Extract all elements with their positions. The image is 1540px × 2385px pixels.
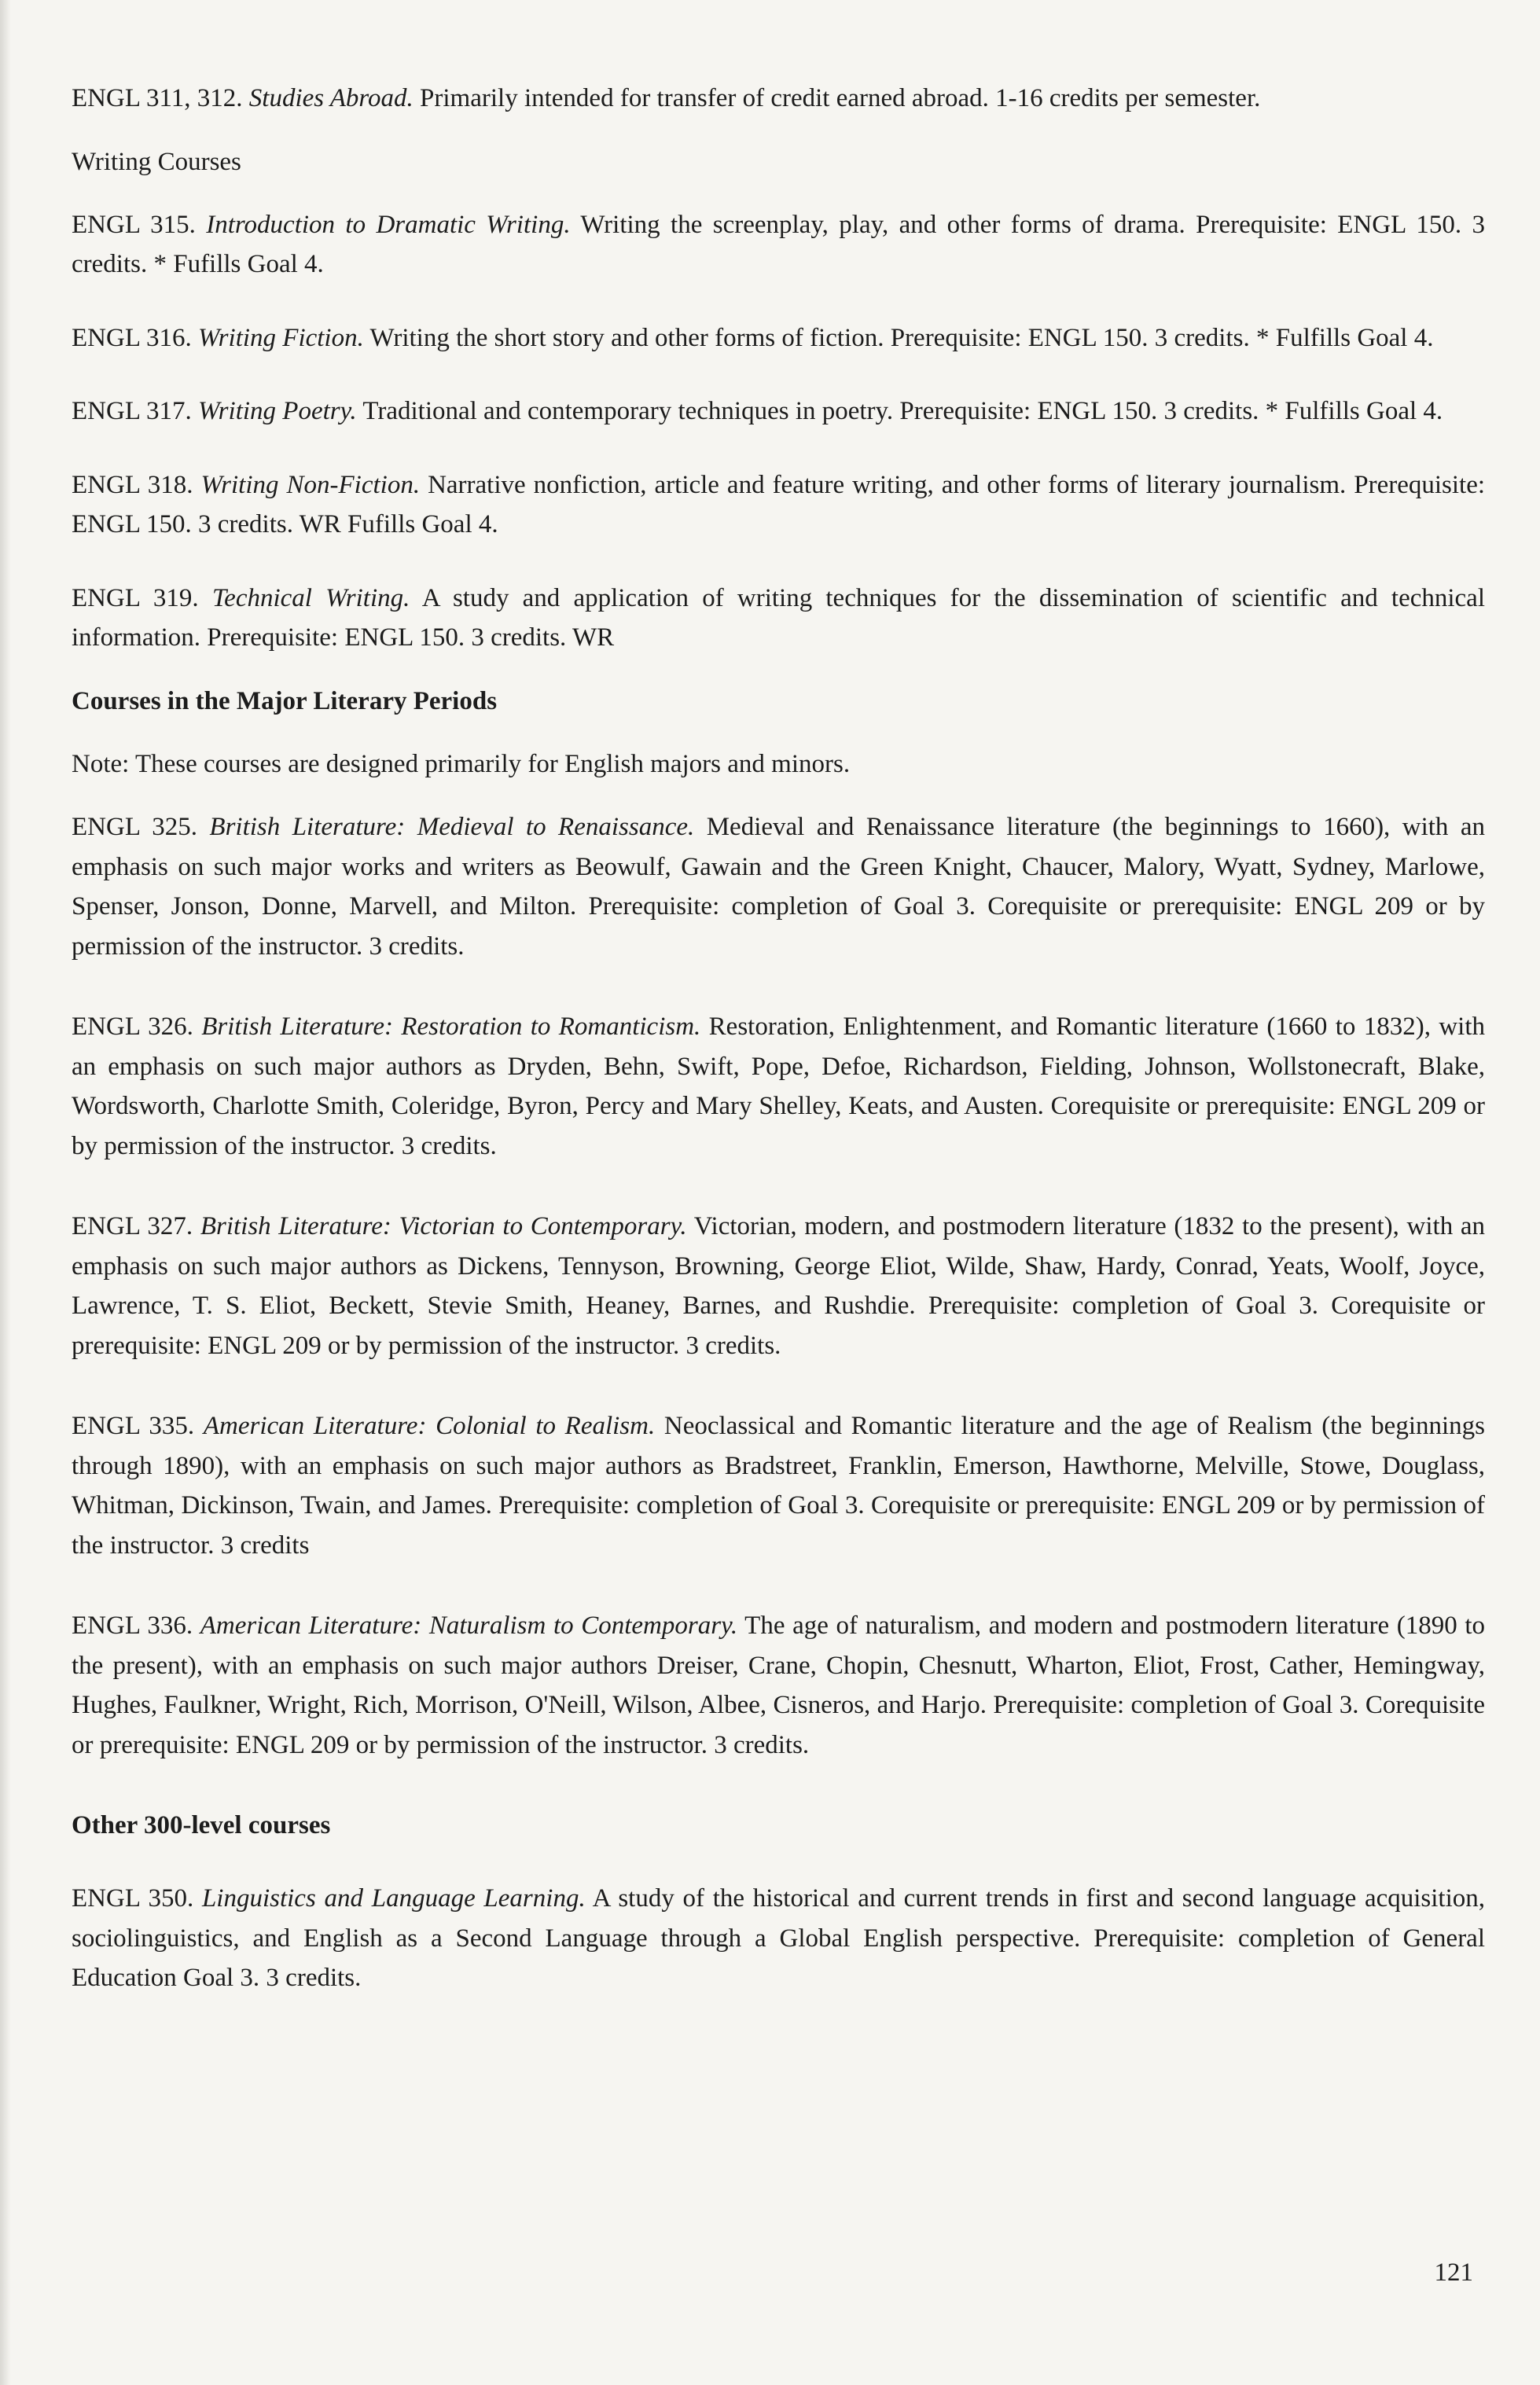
course-title: Linguistics and Language Learning. [201, 1884, 586, 1913]
section-heading-other-300: Other 300-level courses [72, 1811, 331, 1839]
course-description: Medieval and Renaissance literature (the beginnings to 1660), with an emphasis on such major works and writers as Beowulf, Gawain and the Green Knight, Chaucer, Malory, Wyatt, Sydney, Marlowe, Spenser, Jonson, Donne, Marvell, and Milton. Prerequisite: completion of Goal 3. Corequisite or prerequisite: ENGL 209 or by permission of the instructor. 3 credits. [72, 813, 1486, 961]
course-entry-engl-315 [72, 205, 1485, 285]
course-title: Writing Fiction. [198, 323, 364, 352]
course-code: ENGL 335. [72, 1412, 195, 1440]
course-description: A study of the historical and current trends in first and second language acquisition, sociolinguistics, and English as a Second Language through a Global English perspective. Prerequisite: completion of General Education Goal 3. 3 credits. [72, 1884, 1486, 1992]
course-title: American Literature: Naturalism to Contemporary. [200, 1611, 738, 1640]
course-code: ENGL 311, 312. [72, 84, 243, 112]
course-title: Studies Abroad. [248, 84, 413, 112]
course-code: ENGL 326. [72, 1012, 193, 1041]
section-heading-major-periods: Courses in the Major Literary Periods [72, 686, 498, 715]
course-title: British Literature: Victorian to Contemporary. [200, 1212, 687, 1240]
course-description: The age of naturalism, and modern and postmodern literature (1890 to the present), with an emphasis on such major authors Dreiser, Crane, Chopin, Chesnutt, Wharton, Eliot, Frost, Cather, Hemingway, Hughes, Faulkner, Wright, Rich, Morrison, O'Neill, Wilson, Albee, Cisneros, and Harjo. Prerequisite: completion of Goal 3. Corequisite or prerequisite: ENGL 209 or by permission of the instructor. 3 credits. [72, 1611, 1486, 1759]
course-entry-engl-316 [72, 318, 1485, 358]
section-heading-writing: Writing Courses [72, 147, 241, 176]
page-number: 121 [1434, 2258, 1473, 2287]
course-description: Neoclassical and Romantic literature and the age of Realism (the beginnings through 1890), with an emphasis on such major authors as Bradstreet, Franklin, Emerson, Hawthorne, Melville, Stowe, Douglass, Whitman, Dickinson, Twain, and James. Prerequisite: completion of Goal 3. Corequisite or prerequisite: ENGL 209 or by permission of the instructor. 3 credits [72, 1412, 1486, 1560]
course-code: ENGL 316. [72, 323, 192, 352]
course-code: ENGL 350. [72, 1884, 194, 1913]
course-entry-engl-326 [72, 1007, 1485, 1166]
course-title: Writing Poetry. [198, 397, 357, 425]
course-code: ENGL 325. [72, 813, 197, 841]
course-code: ENGL 327. [72, 1212, 193, 1240]
course-description: Victorian, modern, and postmodern literature (1832 to the present), with an emphasis on such major authors as Dickens, Tennyson, Browning, George Eliot, Wilde, Shaw, Hardy, Conrad, Yeats, Woolf, Joyce, Lawrence, T. S. Eliot, Beckett, Stevie Smith, Heaney, Barnes, and Rushdie. Prerequisite: completion of Goal 3. Corequisite or prerequisite: ENGL 209 or by permission of the instructor. 3 credits. [72, 1212, 1485, 1360]
course-description: A study and application of writing techniques for the dissemination of scientific and technical information. Prerequisite: ENGL 150. 3 credits. WR [72, 583, 1485, 652]
course-entry-engl-335 [72, 1406, 1485, 1565]
course-title: British Literature: Restoration to Romanticism. [201, 1012, 701, 1041]
course-entry-engl-327 [72, 1207, 1485, 1365]
section-note: Note: These courses are designed primarily for English majors and minors. [72, 749, 851, 778]
course-entry-engl-318 [72, 465, 1485, 545]
course-description: Writing the screenplay, play, and other forms of drama. Prerequisite: ENGL 150. 3 credits. * Fufills Goal 4. [72, 210, 1486, 278]
course-code: ENGL 336. [72, 1611, 193, 1640]
course-title: Writing Non-Fiction. [200, 470, 421, 499]
course-description: Traditional and contemporary techniques in poetry. Prerequisite: ENGL 150. 3 credits. * Fulfills Goal 4. [362, 397, 1443, 425]
course-description: Primarily intended for transfer of credit earned abroad. 1-16 credits per semester. [420, 84, 1261, 112]
course-code: ENGL 315. [72, 210, 196, 239]
course-code: ENGL 319. [72, 583, 199, 612]
course-entry-engl-317 [72, 391, 1485, 432]
course-description: Narrative nonfiction, article and feature writing, and other forms of literary journalism. Prerequisite: ENGL 150. 3 credits. WR Fufills Goal 4. [72, 470, 1486, 538]
course-entry-engl-325 [72, 807, 1485, 966]
course-entry-engl-336 [72, 1606, 1485, 1765]
course-entry-engl-311-312 [72, 79, 1485, 119]
course-entry-engl-319 [72, 579, 1485, 658]
course-title: Introduction to Dramatic Writing. [206, 210, 571, 239]
course-entry-engl-350 [72, 1879, 1485, 1998]
course-title: American Literature: Colonial to Realism. [203, 1412, 656, 1440]
course-code: ENGL 317. [72, 397, 192, 425]
course-code: ENGL 318. [72, 470, 193, 499]
course-description: Restoration, Enlightenment, and Romantic literature (1660 to 1832), with an emphasis on such major authors as Dryden, Behn, Swift, Pope, Defoe, Richardson, Fielding, Johnson, Wollstonecraft, Blake, Wordsworth, Charlotte Smith, Coleridge, Byron, Percy and Mary Shelley, Keats, and Austen. Corequisite or prerequisite: ENGL 209 or by permission of the instructor. 3 credits. [72, 1012, 1485, 1160]
course-title: British Literature: Medieval to Renaissance. [209, 813, 695, 841]
course-title: Technical Writing. [211, 583, 410, 612]
course-description: Writing the short story and other forms of fiction. Prerequisite: ENGL 150. 3 credits. * Fulfills Goal 4. [369, 323, 1434, 352]
